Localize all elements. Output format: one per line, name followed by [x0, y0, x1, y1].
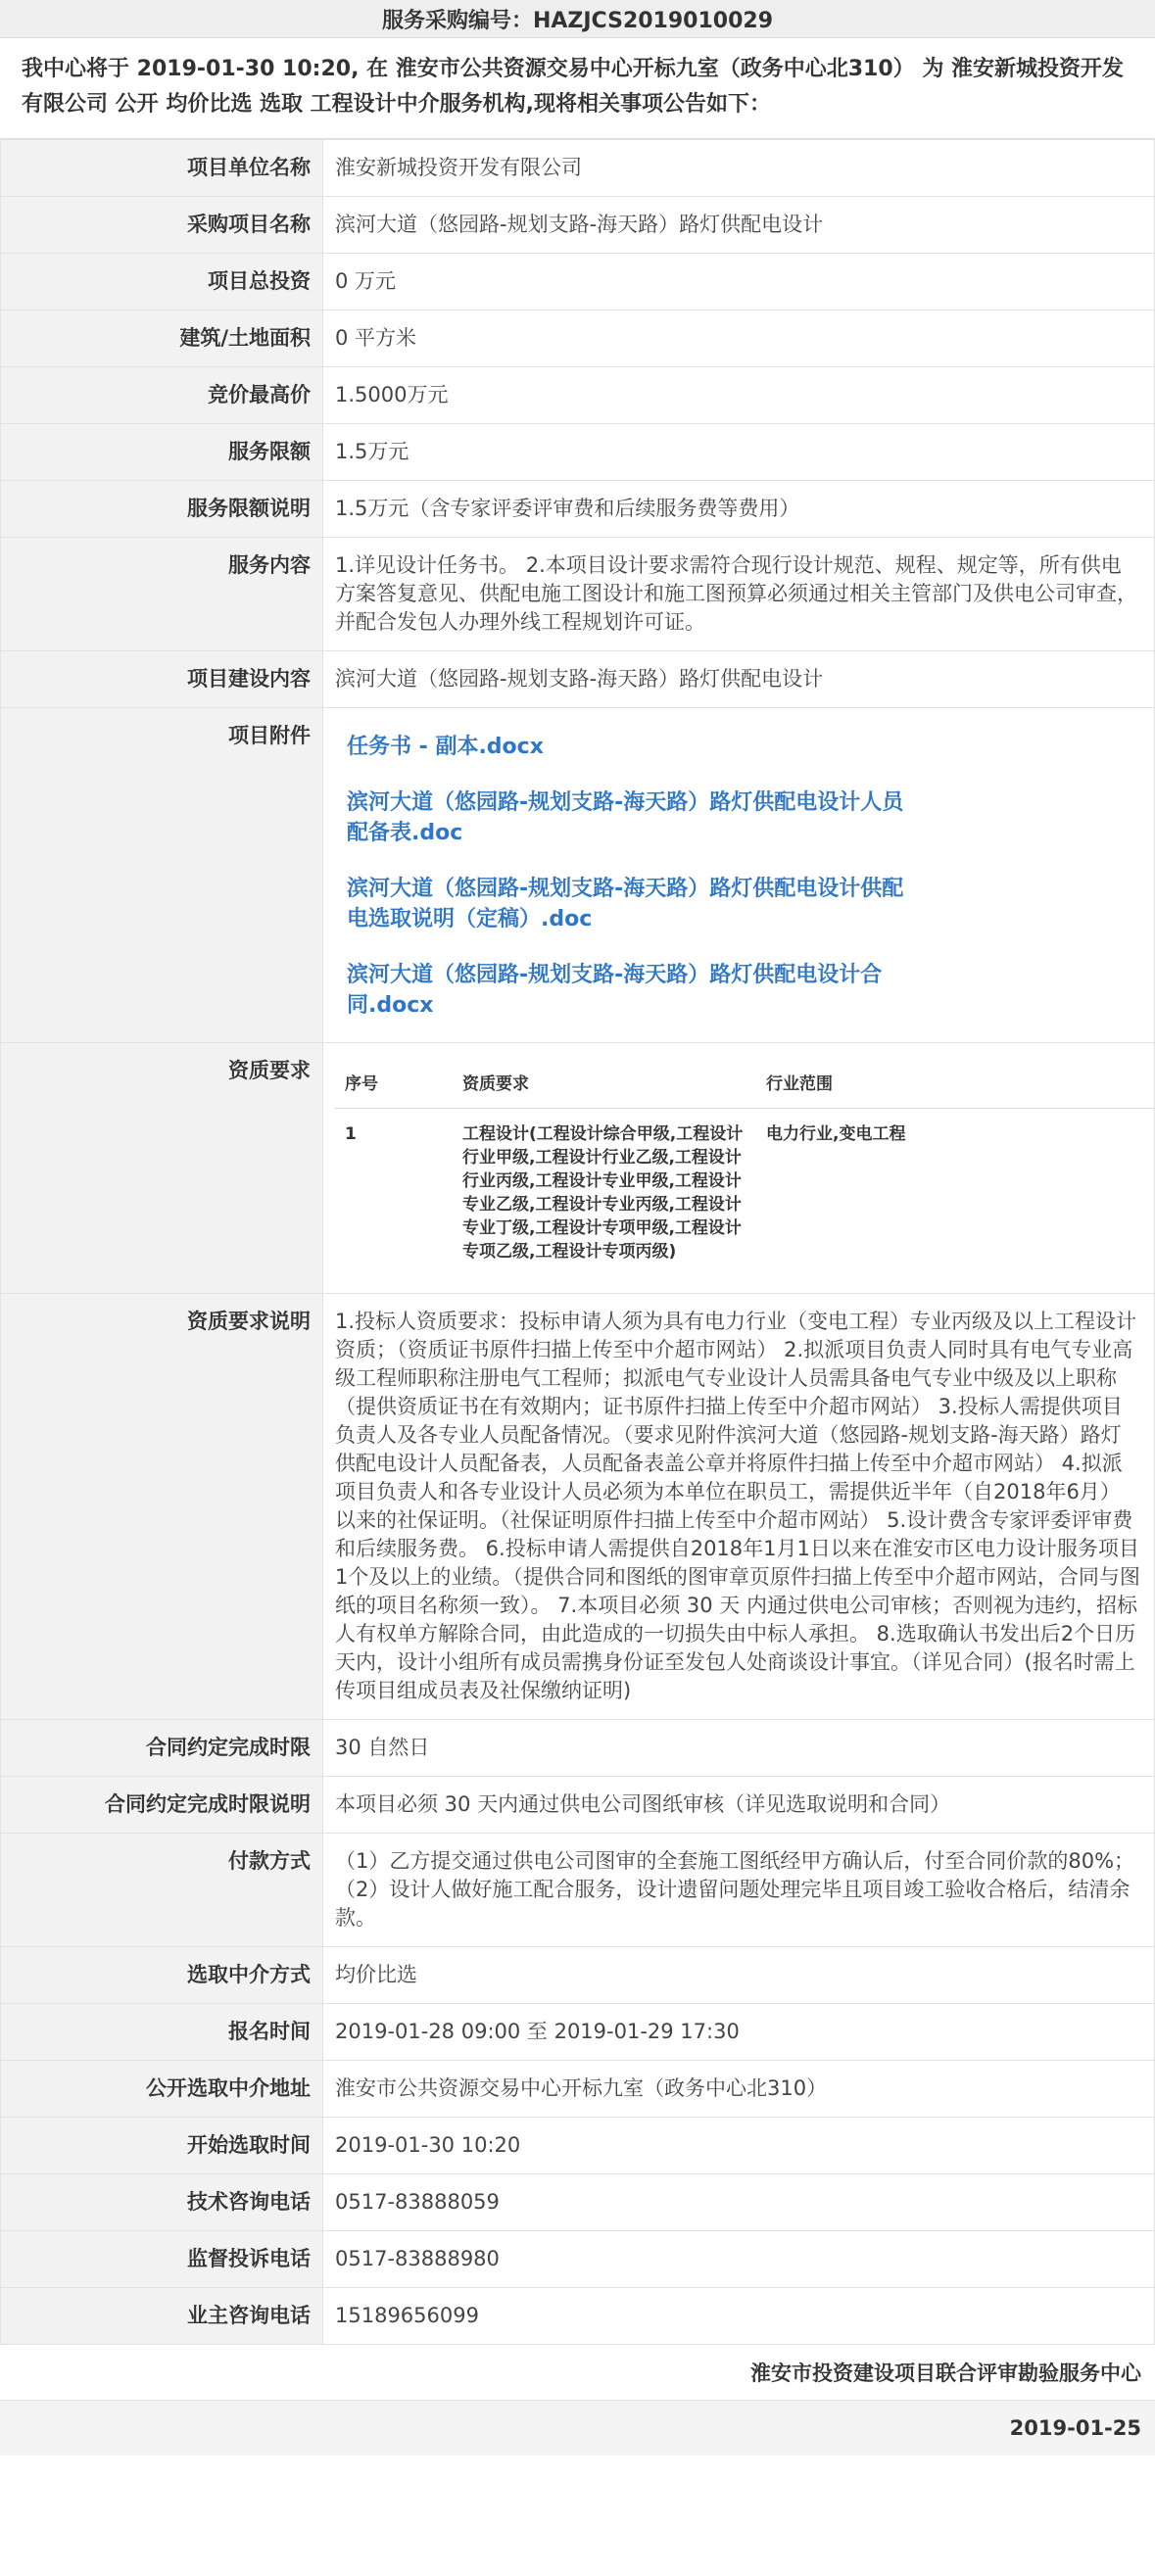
value-build-content: 滨河大道（悠园路-规划支路-海天路）路灯供配电设计 [323, 651, 1155, 708]
qual-req: 工程设计(工程设计综合甲级,工程设计行业甲级,工程设计行业乙级,工程设计行业丙级,工程设计专业甲级,工程设计专业乙级,工程设计专业丙级,工程设计专业丁级,工程设计专项甲级,工程设计专项乙级,工程设计专项丙级) [462, 1124, 744, 1262]
label-investment: 项目总投资 [1, 254, 323, 310]
row-area [1, 310, 1155, 367]
row-unit [1, 140, 1155, 197]
value-owner-phone: 15189656099 [323, 2288, 1155, 2345]
label-max-price: 竞价最高价 [1, 367, 323, 424]
row-qualification-note [1, 1294, 1155, 1720]
value-selection-address: 淮安市公共资源交易中心开标九室（政务中心北310） [323, 2061, 1155, 2118]
info-table [0, 139, 1155, 2345]
qual-header-no: 序号 [335, 1061, 453, 1109]
row-complaint-phone [1, 2231, 1155, 2288]
row-deadline-note [1, 1777, 1155, 1834]
qualification-header-row [335, 1061, 1155, 1109]
value-max-price: 1.5000万元 [323, 367, 1155, 424]
row-service-content [1, 538, 1155, 651]
label-qualification: 资质要求 [1, 1043, 323, 1294]
row-project-name [1, 197, 1155, 254]
label-unit: 项目单位名称 [1, 140, 323, 197]
label-build-content: 项目建设内容 [1, 651, 323, 708]
label-selection-address: 公开选取中介地址 [1, 2061, 323, 2118]
label-tech-phone: 技术咨询电话 [1, 2174, 323, 2231]
attachment-link[interactable]: 任务书 - 副本.docx [347, 735, 544, 759]
row-tech-phone [1, 2174, 1155, 2231]
value-service-limit: 1.5万元 [323, 424, 1155, 481]
label-deadline-note: 合同约定完成时限说明 [1, 1777, 323, 1834]
value-tech-phone: 0517-83888059 [323, 2174, 1155, 2231]
label-service-content: 服务内容 [1, 538, 323, 651]
label-attachments: 项目附件 [1, 708, 323, 1043]
value-deadline: 30 自然日 [323, 1720, 1155, 1777]
table-row [335, 1109, 1155, 1280]
value-investment: 0 万元 [323, 254, 1155, 310]
label-project-name: 采购项目名称 [1, 197, 323, 254]
row-selection-address [1, 2061, 1155, 2118]
label-registration-time: 报名时间 [1, 2004, 323, 2061]
label-selection-method: 选取中介方式 [1, 1947, 323, 2004]
attachment-link[interactable]: 滨河大道（悠园路-规划支路-海天路）路灯供配电设计供配电选取说明（定稿）.doc [347, 877, 904, 931]
row-max-price [1, 367, 1155, 424]
label-payment: 付款方式 [1, 1834, 323, 1947]
notice-paragraph: 我中心将于 2019-01-30 10:20, 在 淮安市公共资源交易中心开标九室（政务中心北310） 为 淮安新城投资开发有限公司 公开 均价比选 选取 工程设计中介服务机构,现将相关事项公告如下： [0, 38, 1155, 139]
row-service-limit [1, 424, 1155, 481]
row-build-content [1, 651, 1155, 708]
value-area: 0 平方米 [323, 310, 1155, 367]
issuing-organization: 淮安市投资建设项目联合评审勘验服务中心 [0, 2345, 1155, 2401]
value-selection-method: 均价比选 [323, 1947, 1155, 2004]
label-start-time: 开始选取时间 [1, 2118, 323, 2174]
value-service-content: 1.详见设计任务书。 2.本项目设计要求需符合现行设计规范、规程、规定等，所有供电方案答复意见、供配电施工图设计和施工图预算必须通过相关主管部门及供电公司审查，并配合发包人办理外线工程规划许可证。 [323, 538, 1155, 651]
label-service-limit: 服务限额 [1, 424, 323, 481]
attachment-link[interactable]: 滨河大道（悠园路-规划支路-海天路）路灯供配电设计合同.docx [347, 963, 883, 1018]
row-investment [1, 254, 1155, 310]
value-deadline-note: 本项目必须 30 天内通过供电公司图纸审核（详见选取说明和合同） [323, 1777, 1155, 1834]
value-project-name: 滨河大道（悠园路-规划支路-海天路）路灯供配电设计 [323, 197, 1155, 254]
row-qualification [1, 1043, 1155, 1294]
value-qualification [323, 1043, 1155, 1294]
value-payment: （1）乙方提交通过供电公司图审的全套施工图纸经甲方确认后，付至合同价款的80%；（2）设计人做好施工配合服务，设计遗留问题处理完毕且项目竣工验收合格后，结清余款。 [323, 1834, 1155, 1947]
value-registration-time: 2019-01-28 09:00 至 2019-01-29 17:30 [323, 2004, 1155, 2061]
label-qualification-note: 资质要求说明 [1, 1294, 323, 1720]
label-area: 建筑/土地面积 [1, 310, 323, 367]
row-owner-phone [1, 2288, 1155, 2345]
value-service-limit-note: 1.5万元（含专家评委评审费和后续服务费等费用） [323, 481, 1155, 538]
row-deadline [1, 1720, 1155, 1777]
attachment-link[interactable]: 滨河大道（悠园路-规划支路-海天路）路灯供配电设计人员配备表.doc [347, 790, 904, 845]
qual-scope: 电力行业,变电工程 [766, 1124, 906, 1144]
label-owner-phone: 业主咨询电话 [1, 2288, 323, 2345]
qualification-table [335, 1061, 1155, 1279]
procurement-number: 服务采购编号：HAZJCS2019010029 [0, 0, 1155, 38]
qual-header-scope: 行业范围 [756, 1061, 1155, 1109]
value-qualification-note: 1.投标人资质要求：投标申请人须为具有电力行业（变电工程）专业丙级及以上工程设计资质；（资质证书原件扫描上传至中介超市网站） 2.拟派项目负责人同时具有电气专业高级工程师职称注册电气工程师；拟派电气专业设计人员需具备电气专业中级及以上职称（提供资质证书在有效期内；证书原件扫描上传至中介超市网站） 3.投标人需提供项目负责人及各专业人员配备情况。（要求见附件滨河大道（悠园路-规划支路-海天路）路灯供配电设计人员配备表，人员配备表盖公章并将原件扫描上传至中介超市网站） 4.拟派项目负责人和各专业设计人员必须为本单位在职员工，需提供近半年（自2018年6月）以来的社保证明。（社保证明原件扫描上传至中介超市网站） 5.设计费含专家评委评审费和后续服务费。 6.投标申请人需提供自2018年1月1日以来在淮安市区电力设计服务项目1个及以上的业绩。（提供合同和图纸的图审章页原件扫描上传至中介超市网站，合同与图纸的项目名称须一致）。 7.本项目必须 30 天 内通过供电公司审核；否则视为违约，招标人有权单方解除合同，由此造成的一切损失由中标人承担。 8.选取确认书发出后2个日历天内，设计小组所有成员需携身份证至发包人处商谈设计事宜。（详见合同）(报名时需上传项目组成员表及社保缴纳证明) [323, 1294, 1155, 1720]
value-unit: 淮安新城投资开发有限公司 [323, 140, 1155, 197]
value-start-time: 2019-01-30 10:20 [323, 2118, 1155, 2174]
row-registration-time [1, 2004, 1155, 2061]
attachment-list [323, 708, 1155, 1043]
row-start-time [1, 2118, 1155, 2174]
value-complaint-phone: 0517-83888980 [323, 2231, 1155, 2288]
row-service-limit-note [1, 481, 1155, 538]
issue-date: 2019-01-25 [0, 2401, 1155, 2456]
row-attachments [1, 708, 1155, 1043]
row-selection-method [1, 1947, 1155, 2004]
label-complaint-phone: 监督投诉电话 [1, 2231, 323, 2288]
label-deadline: 合同约定完成时限 [1, 1720, 323, 1777]
qual-header-req: 资质要求 [453, 1061, 756, 1109]
qual-no: 1 [345, 1124, 357, 1144]
row-payment [1, 1834, 1155, 1947]
label-service-limit-note: 服务限额说明 [1, 481, 323, 538]
